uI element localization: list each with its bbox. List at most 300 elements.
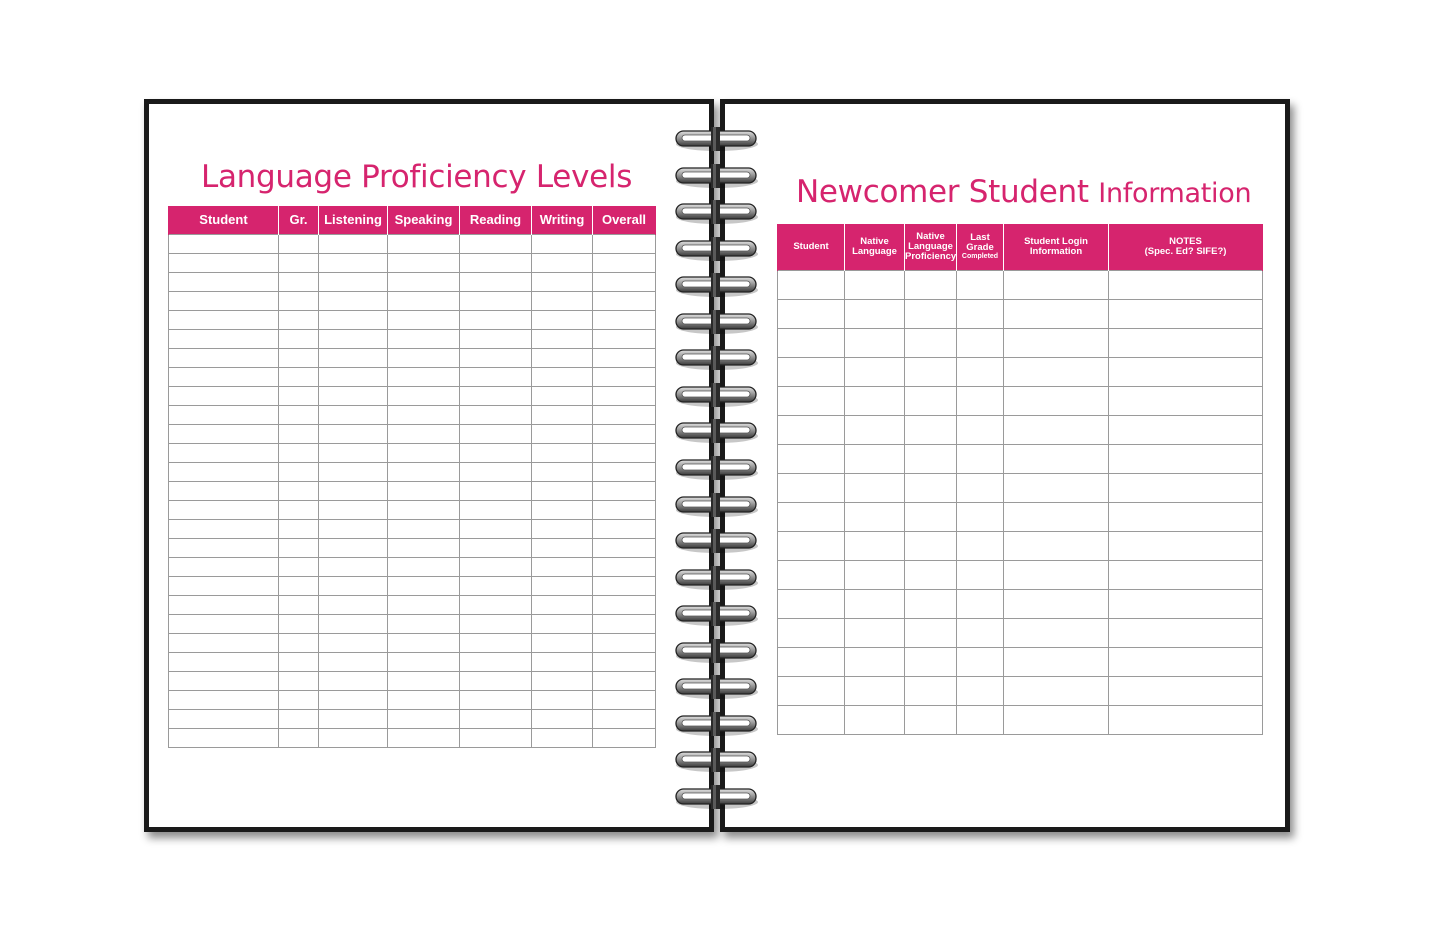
table-cell [319, 729, 388, 748]
spiral-ring-icon [672, 602, 762, 628]
table-cell [532, 444, 593, 463]
table-cell [319, 672, 388, 691]
table-cell [532, 292, 593, 311]
table-cell [905, 706, 957, 735]
table-cell [319, 235, 388, 254]
table-cell [957, 532, 1004, 561]
spiral-ring-icon [672, 237, 762, 263]
table-cell [593, 463, 656, 482]
table-cell [905, 561, 957, 590]
table-row [169, 368, 656, 387]
table-cell [319, 577, 388, 596]
table-cell [169, 406, 279, 425]
table-row [169, 330, 656, 349]
table-cell [1004, 503, 1109, 532]
table-cell [279, 292, 319, 311]
table-cell [1109, 445, 1263, 474]
spiral-ring-icon [672, 310, 762, 336]
table-cell [319, 273, 388, 292]
table-cell [845, 329, 905, 358]
table-cell [460, 672, 532, 691]
table-cell [279, 368, 319, 387]
table-cell [460, 520, 532, 539]
table-cell [460, 558, 532, 577]
table-row [169, 558, 656, 577]
table-cell [593, 577, 656, 596]
table-cell [319, 254, 388, 273]
table-cell [388, 501, 460, 520]
table-cell [460, 615, 532, 634]
spiral-ring-icon [672, 639, 762, 665]
table-cell [532, 501, 593, 520]
table-cell [319, 425, 388, 444]
table-cell [845, 387, 905, 416]
table-cell [279, 349, 319, 368]
table-cell [279, 235, 319, 254]
table-cell [957, 445, 1004, 474]
title-secondary: Information [1098, 178, 1252, 209]
table-cell [279, 615, 319, 634]
table-cell [778, 271, 845, 300]
table-cell [532, 463, 593, 482]
table-row [778, 416, 1263, 445]
table-row [778, 387, 1263, 416]
table-cell [169, 482, 279, 501]
table-cell [778, 590, 845, 619]
table-cell [388, 292, 460, 311]
table-cell [593, 710, 656, 729]
language-proficiency-table [168, 206, 656, 748]
table-cell [593, 444, 656, 463]
table-cell [169, 425, 279, 444]
table-cell [388, 425, 460, 444]
table-cell [1109, 416, 1263, 445]
table-row [778, 329, 1263, 358]
table-cell [1004, 387, 1109, 416]
table-cell [845, 358, 905, 387]
table-row [169, 273, 656, 292]
column-header-notes: NOTES (Spec. Ed? SIFE?) [1109, 224, 1263, 271]
table-cell [845, 706, 905, 735]
table-cell [460, 311, 532, 330]
table-cell [279, 273, 319, 292]
table-cell [388, 368, 460, 387]
table-cell [169, 691, 279, 710]
table-cell [1109, 271, 1263, 300]
table-cell [1109, 387, 1263, 416]
table-cell [319, 444, 388, 463]
table-cell [532, 577, 593, 596]
table-cell [460, 596, 532, 615]
table-cell [532, 254, 593, 273]
table-row [169, 425, 656, 444]
table-cell [319, 482, 388, 501]
table-row [778, 474, 1263, 503]
table-cell [460, 368, 532, 387]
table-row [778, 706, 1263, 735]
table-cell [169, 273, 279, 292]
table-cell [319, 558, 388, 577]
title-main: Newcomer Student [796, 174, 1089, 210]
table-cell [460, 425, 532, 444]
table-cell [388, 482, 460, 501]
table-cell [1109, 619, 1263, 648]
table-cell [319, 501, 388, 520]
table-cell [279, 653, 319, 672]
table-cell [957, 271, 1004, 300]
table-cell [279, 406, 319, 425]
table-row [169, 596, 656, 615]
column-header-overall: Overall [593, 206, 656, 235]
table-cell [388, 254, 460, 273]
table-cell [319, 330, 388, 349]
table-cell [169, 501, 279, 520]
table-cell [593, 330, 656, 349]
table-cell [532, 615, 593, 634]
table-cell [388, 729, 460, 748]
table-cell [778, 561, 845, 590]
table-row [169, 387, 656, 406]
table-row [169, 520, 656, 539]
table-cell [169, 710, 279, 729]
table-cell [1109, 590, 1263, 619]
table-cell [279, 425, 319, 444]
table-cell [845, 416, 905, 445]
table-cell [279, 729, 319, 748]
table-cell [1004, 329, 1109, 358]
table-cell [279, 330, 319, 349]
table-row [778, 503, 1263, 532]
table-cell [593, 406, 656, 425]
column-header-student-login-information: Student Login Information [1004, 224, 1109, 271]
table-cell [460, 254, 532, 273]
table-cell [388, 273, 460, 292]
table-cell [279, 520, 319, 539]
table-cell [957, 677, 1004, 706]
table-cell [460, 691, 532, 710]
table-cell [1004, 474, 1109, 503]
column-header-writing: Writing [532, 206, 593, 235]
table-cell [845, 677, 905, 706]
table-cell [169, 729, 279, 748]
table-cell [845, 619, 905, 648]
table-cell [593, 254, 656, 273]
table-cell [905, 416, 957, 445]
table-cell [388, 653, 460, 672]
column-header-student: Student [778, 224, 845, 271]
table-cell [845, 503, 905, 532]
table-cell [593, 292, 656, 311]
table-cell [957, 329, 1004, 358]
table-cell [1109, 300, 1263, 329]
table-cell [279, 634, 319, 653]
table-cell [905, 619, 957, 648]
right-notebook-page [720, 99, 1290, 832]
table-row [778, 271, 1263, 300]
table-cell [532, 710, 593, 729]
table-cell [319, 615, 388, 634]
table-cell [319, 349, 388, 368]
table-cell [1004, 561, 1109, 590]
table-cell [169, 349, 279, 368]
table-cell [169, 615, 279, 634]
table-row [778, 300, 1263, 329]
table-cell [169, 330, 279, 349]
table-cell [845, 445, 905, 474]
table-row [169, 482, 656, 501]
table-cell [460, 634, 532, 653]
table-row [169, 634, 656, 653]
table-cell [593, 558, 656, 577]
table-cell [532, 349, 593, 368]
table-cell [169, 672, 279, 691]
table-row [169, 235, 656, 254]
table-cell [532, 691, 593, 710]
table-cell [532, 273, 593, 292]
table-cell [1109, 677, 1263, 706]
column-header-native-language: Native Language [845, 224, 905, 271]
table-cell [279, 444, 319, 463]
table-cell [460, 577, 532, 596]
spiral-ring-icon [672, 419, 762, 445]
table-cell [1109, 561, 1263, 590]
table-row [778, 648, 1263, 677]
table-cell [778, 416, 845, 445]
table-cell [905, 329, 957, 358]
table-cell [593, 425, 656, 444]
table-row [778, 532, 1263, 561]
table-cell [532, 387, 593, 406]
table-cell [778, 358, 845, 387]
table-cell [279, 691, 319, 710]
table-cell [532, 482, 593, 501]
table-cell [1004, 445, 1109, 474]
table-cell [957, 416, 1004, 445]
table-cell [778, 387, 845, 416]
table-cell [388, 520, 460, 539]
table-cell [532, 368, 593, 387]
table-cell [1004, 532, 1109, 561]
table-cell [319, 653, 388, 672]
table-cell [388, 235, 460, 254]
table-cell [1109, 648, 1263, 677]
table-cell [460, 539, 532, 558]
table-cell [957, 474, 1004, 503]
table-cell [1109, 358, 1263, 387]
table-cell [388, 539, 460, 558]
table-cell [593, 520, 656, 539]
table-cell [905, 677, 957, 706]
table-cell [279, 311, 319, 330]
table-cell [593, 691, 656, 710]
table-cell [169, 311, 279, 330]
table-cell [279, 463, 319, 482]
table-cell [319, 596, 388, 615]
table-cell [845, 474, 905, 503]
table-row [778, 445, 1263, 474]
spiral-ring-icon [672, 712, 762, 738]
spiral-ring-icon [672, 493, 762, 519]
table-cell [532, 634, 593, 653]
table-cell [778, 474, 845, 503]
table-cell [593, 672, 656, 691]
spiral-ring-icon [672, 383, 762, 409]
table-cell [1004, 677, 1109, 706]
table-cell [905, 300, 957, 329]
table-cell [957, 387, 1004, 416]
table-row [169, 254, 656, 273]
table-cell [279, 558, 319, 577]
newcomer-student-table [777, 224, 1263, 735]
table-cell [460, 273, 532, 292]
table-cell [957, 619, 1004, 648]
table-cell [169, 577, 279, 596]
table-cell [1004, 416, 1109, 445]
table-cell [169, 444, 279, 463]
table-cell [169, 368, 279, 387]
table-cell [957, 561, 1004, 590]
table-cell [279, 539, 319, 558]
table-row [169, 406, 656, 425]
table-row [169, 615, 656, 634]
table-cell [593, 653, 656, 672]
table-row [169, 444, 656, 463]
table-row [778, 590, 1263, 619]
table-cell [460, 444, 532, 463]
table-cell [778, 329, 845, 358]
table-cell [169, 634, 279, 653]
table-cell [532, 520, 593, 539]
table-cell [845, 590, 905, 619]
table-cell [593, 368, 656, 387]
table-cell [319, 406, 388, 425]
table-cell [319, 368, 388, 387]
table-cell [169, 463, 279, 482]
table-cell [169, 539, 279, 558]
table-cell [905, 590, 957, 619]
table-cell [905, 503, 957, 532]
table-cell [319, 520, 388, 539]
table-cell [957, 503, 1004, 532]
table-cell [279, 596, 319, 615]
table-cell [593, 311, 656, 330]
table-header-row [169, 206, 656, 235]
table-cell [388, 596, 460, 615]
table-cell [460, 387, 532, 406]
table-cell [1004, 648, 1109, 677]
table-cell [388, 710, 460, 729]
table-cell [532, 653, 593, 672]
table-cell [388, 387, 460, 406]
table-cell [169, 596, 279, 615]
page-title-language-proficiency: Language Proficiency Levels [201, 159, 633, 195]
table-cell [532, 596, 593, 615]
table-row [778, 358, 1263, 387]
table-cell [460, 330, 532, 349]
table-cell [319, 691, 388, 710]
table-cell [169, 558, 279, 577]
table-row [169, 653, 656, 672]
table-cell [460, 710, 532, 729]
table-cell [532, 729, 593, 748]
table-cell [388, 463, 460, 482]
table-cell [593, 539, 656, 558]
table-cell [388, 558, 460, 577]
table-cell [460, 235, 532, 254]
table-cell [845, 648, 905, 677]
table-cell [593, 349, 656, 368]
spiral-ring-icon [672, 566, 762, 592]
table-cell [1004, 590, 1109, 619]
table-cell [388, 406, 460, 425]
table-cell [169, 254, 279, 273]
table-row [169, 311, 656, 330]
table-cell [388, 349, 460, 368]
table-cell [460, 349, 532, 368]
table-cell [845, 271, 905, 300]
table-cell [319, 311, 388, 330]
left-notebook-page [144, 99, 714, 832]
table-cell [845, 532, 905, 561]
table-cell [905, 474, 957, 503]
column-header-last-grade-completed: Last Grade Completed [957, 224, 1004, 271]
table-cell [593, 615, 656, 634]
table-body [169, 235, 656, 748]
table-cell [778, 300, 845, 329]
table-cell [169, 387, 279, 406]
table-cell [388, 691, 460, 710]
table-cell [845, 300, 905, 329]
column-header-native-language-proficiency: Native Language Proficiency [905, 224, 957, 271]
table-body [778, 271, 1263, 735]
table-cell [905, 532, 957, 561]
table-row [778, 561, 1263, 590]
table-cell [319, 634, 388, 653]
table-cell [905, 387, 957, 416]
table-cell [1004, 271, 1109, 300]
spiral-ring-icon [672, 529, 762, 555]
table-cell [460, 406, 532, 425]
column-header-listening: Listening [319, 206, 388, 235]
table-row [778, 619, 1263, 648]
spiral-ring-icon [672, 785, 762, 811]
table-cell [460, 653, 532, 672]
table-cell [1004, 300, 1109, 329]
table-cell [778, 445, 845, 474]
table-cell [957, 358, 1004, 387]
table-cell [279, 387, 319, 406]
table-cell [319, 292, 388, 311]
table-cell [905, 445, 957, 474]
table-cell [1004, 619, 1109, 648]
table-cell [388, 577, 460, 596]
table-cell [957, 648, 1004, 677]
spiral-ring-icon [672, 164, 762, 190]
table-cell [279, 501, 319, 520]
table-cell [593, 729, 656, 748]
table-cell [169, 520, 279, 539]
column-header-reading: Reading [460, 206, 532, 235]
table-cell [957, 300, 1004, 329]
table-row [169, 501, 656, 520]
table-cell [1109, 532, 1263, 561]
table-cell [319, 387, 388, 406]
table-cell [279, 710, 319, 729]
table-cell [593, 482, 656, 501]
spiral-ring-icon [672, 273, 762, 299]
table-row [169, 349, 656, 368]
table-cell [532, 539, 593, 558]
